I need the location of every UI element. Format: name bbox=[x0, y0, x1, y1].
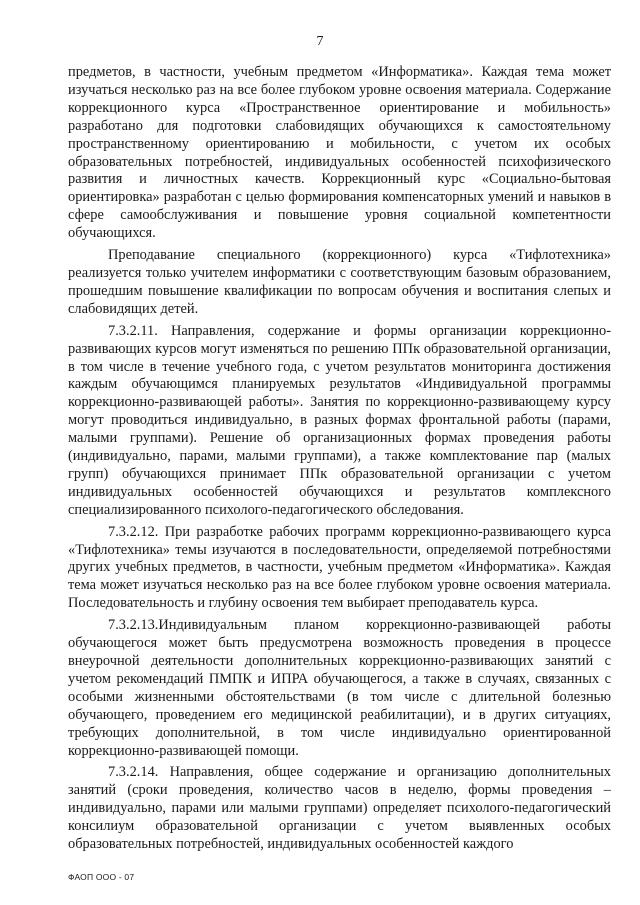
paragraph-7-3-2-12: 7.3.2.12. При разработке рабочих программ коррекционно-развивающего курса «Тифлотехника» темы изучаются в последовательности, определяемой потребностями других учебных предметов, в частности, учебным предметом «Информатика». Каждая тема может изучаться несколько раз на все более глубоком уровне освоения материала. Последовательность и глубину освоения тем выбирает преподаватель курса. bbox=[68, 523, 611, 612]
page-number: 7 bbox=[316, 34, 324, 49]
paragraph-tiflotechnika: Преподавание специального (коррекционного) курса «Тифлотехника» реализуется только учителем информатики с соответствующим базовым образованием, прошедшим повышение квалификации по вопросам обучения и воспитания слепых и слабовидящих детей. bbox=[68, 247, 611, 317]
paragraph-continuation: предметов, в частности, учебным предметом «Информатика». Каждая тема может изучаться несколько раз на все более глубоком уровне освоения материала. Содержание коррекционного курса «Пространственное ориентирование и мобильность» разработано для подготовки слабовидящих обучающихся к самостоятельному пространственному ориентированию и мобильности, с учетом их особых образовательных потребностей, индивидуальных особенностей психофизического развития и личностных качеств. Коррекционный курс «Социально-бытовая ориентировка» разработан с целью формирования компенсаторных умений и навыков в сфере самообслуживания и повышение уровня социальной компетентности обучающихся. bbox=[68, 64, 611, 242]
paragraph-7-3-2-14: 7.3.2.14. Направления, общее содержание и организацию дополнительных занятий (сроки проведения, количество часов в неделю, формы проведения – индивидуально, парами или малыми группами) определяет психолого-педагогический консилиум образовательной организации с учетом выявленных особых образовательных потребностей, индивидуальных особенностей каждого bbox=[68, 764, 611, 853]
document-body bbox=[68, 64, 611, 858]
paragraph-7-3-2-13: 7.3.2.13.Индивидуальным планом коррекционно-развивающей работы обучающегося может быть предусмотрена возможность проведения в процессе внеурочной деятельности дополнительных коррекционно-развивающих занятий с учетом рекомендаций ПМПК и ИПРА обучающегося, а также в случаях, связанных с особыми жизненными обстоятельствами (в том числе с длительной болезнью обучающего, проведением его медицинской реабилитации), и в других ситуациях, требующих дополнительной, в том числе индивидуально ориентированной коррекционно-развивающей помощи. bbox=[68, 617, 611, 759]
footer-code: ФАОП ООО - 07 bbox=[68, 872, 135, 882]
paragraph-7-3-2-11: 7.3.2.11. Направления, содержание и формы организации коррекционно-развивающих курсов могут изменяться по решению ППк образовательной организации, в том числе в течение учебного года, с учетом результатов мониторинга достижения каждым обучающимся планируемых результатов «Индивидуальной программы коррекционно-развивающей работы». Занятия по коррекционно-развивающему курсу могут проводиться индивидуально, в разных формах фронтальной работы (парами, малыми группами). Решение об организационных формах проведения работы (индивидуально, парами, малыми группами), а также комплектование пар (малых групп) обучающихся принимает ППк образовательной организации с учетом индивидуальных особенностей обучающихся и результатов комплексного специализированного психолого-педагогического обследования. bbox=[68, 322, 611, 518]
